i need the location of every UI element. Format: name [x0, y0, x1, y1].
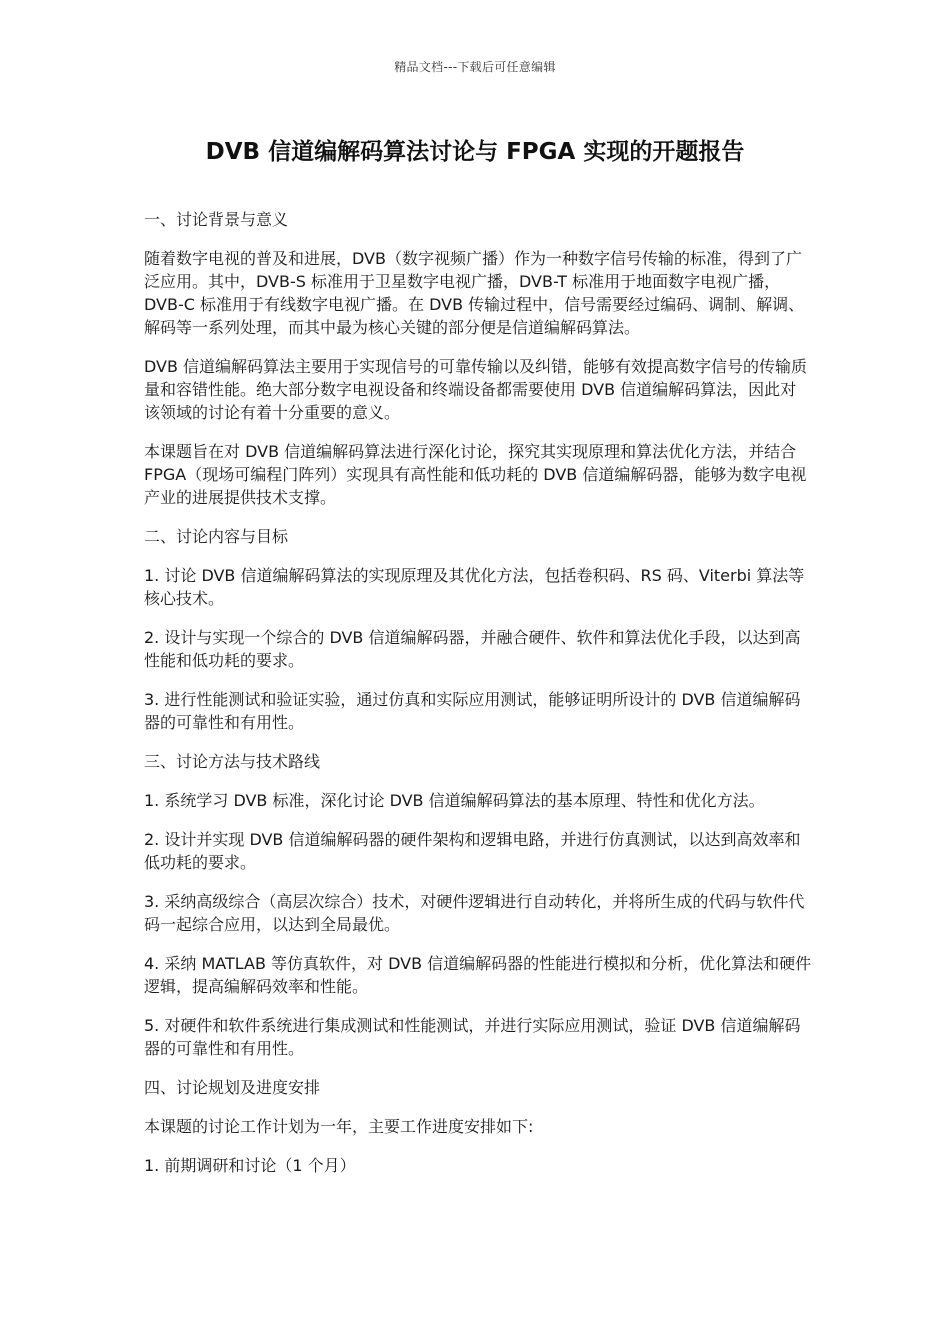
document-title: DVB 信道编解码算法讨论与 FPGA 实现的开题报告: [205, 139, 745, 165]
document-body: [144, 208, 812, 1193]
list-item: 3. 采纳高级综合（高层次综合）技术，对硬件逻辑进行自动转化，并将所生成的代码与软件代码一起综合应用，以达到全局最优。: [144, 892, 805, 934]
page-header-watermark: 精品文档---下载后可任意编辑: [394, 60, 556, 74]
list-item: 4. 采纳 MATLAB 等仿真软件，对 DVB 信道编解码器的性能进行模拟和分析，优化算法和硬件逻辑，提高编解码效率和性能。: [144, 954, 812, 996]
list-item: 2. 设计并实现 DVB 信道编解码器的硬件架构和逻辑电路，并进行仿真测试，以达到高效率和低功耗的要求。: [144, 830, 801, 872]
list-item: 3. 进行性能测试和验证实验，通过仿真和实际应用测试，能够证明所设计的 DVB 信道编解码器的可靠性和有用性。: [144, 690, 801, 732]
list-item: 1. 系统学习 DVB 标准，深化讨论 DVB 信道编解码算法的基本原理、特性和优化方法。: [144, 791, 765, 810]
section-heading-background: 一、讨论背景与意义: [144, 210, 289, 229]
section-heading-methods: 三、讨论方法与技术路线: [144, 752, 321, 771]
paragraph: DVB 信道编解码算法主要用于实现信号的可靠传输以及纠错，能够有效提高数字信号的传输质量和容错性能。绝大部分数字电视设备和终端设备都需要使用 DVB 信道编解码算法，因此对该领域的讨论有着十分重要的意义。: [144, 357, 808, 422]
paragraph: 随着数字电视的普及和进展，DVB（数字视频广播）作为一种数字信号传输的标准，得到了广泛应用。其中，DVB-S 标准用于卫星数字电视广播，DVB-T 标准用于地面数字电视广播，DVB-C 标准用于有线数字电视广播。在 DVB 传输过程中，信号需要经过编码、调制、解调、解码等一系列处理，而其中最为核心关键的部分便是信道编解码算法。: [144, 249, 805, 337]
list-item: 1. 前期调研和讨论（1 个月）: [144, 1156, 356, 1175]
list-item: 1. 讨论 DVB 信道编解码算法的实现原理及其优化方法，包括卷积码、RS 码、Viterbi 算法等核心技术。: [144, 566, 805, 608]
list-item: 5. 对硬件和软件系统进行集成测试和性能测试，并进行实际应用测试，验证 DVB 信道编解码器的可靠性和有用性。: [144, 1016, 801, 1058]
paragraph: 本课题旨在对 DVB 信道编解码算法进行深化讨论，探究其实现原理和算法优化方法，并结合 FPGA（现场可编程门阵列）实现具有高性能和低功耗的 DVB 信道编解码器，能够为数字电视产业的进展提供技术支撑。: [144, 442, 807, 507]
list-item: 2. 设计与实现一个综合的 DVB 信道编解码器，并融合硬件、软件和算法优化手段，以达到高性能和低功耗的要求。: [144, 628, 801, 670]
section-heading-content-goals: 二、讨论内容与目标: [144, 527, 289, 546]
section-heading-schedule: 四、讨论规划及进度安排: [144, 1078, 321, 1097]
paragraph: 本课题的讨论工作计划为一年，主要工作进度安排如下:: [144, 1117, 534, 1136]
